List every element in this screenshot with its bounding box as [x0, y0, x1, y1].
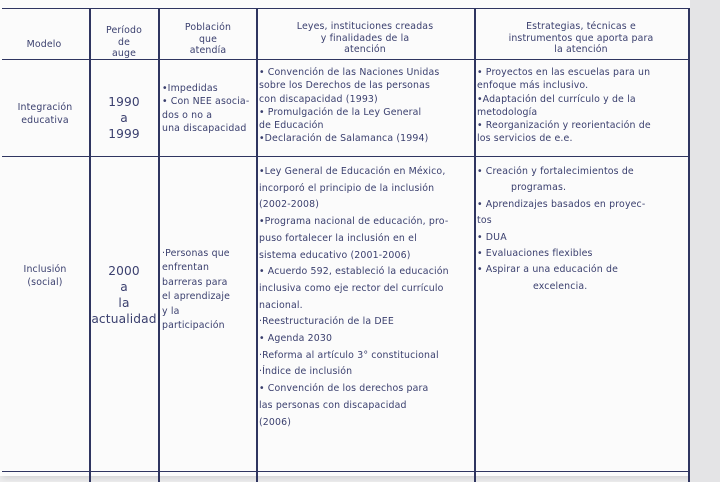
row2-estrategias: [477, 164, 687, 295]
cell-line: • Convención de las Naciones Unidas: [259, 67, 440, 78]
cell-line: nacional.: [259, 299, 303, 311]
table-top-border: [2, 8, 688, 9]
cell-line: ·Índice de inclusión: [259, 366, 353, 378]
cell-line: • Aspirar a una educación de: [477, 264, 619, 276]
cell-line: •Declaración de Salamanca (1994): [259, 133, 429, 145]
cell-line: • Convención de los derechos para: [259, 383, 429, 395]
cell-line: inclusiva como eje rector del currículo: [259, 282, 444, 294]
row2-periodo: [91, 263, 157, 327]
cell-line: excelencia.: [533, 280, 588, 292]
cell-line: tos: [477, 215, 492, 227]
header-line: atendía: [189, 45, 227, 57]
cell-line: de Educación: [259, 120, 324, 132]
header-line: la atención: [554, 44, 608, 56]
row-divider: [2, 156, 688, 157]
row1-estrategias: [477, 66, 687, 146]
cell-line: sistema educativo (2001-2006): [259, 249, 411, 261]
cell-line: las personas con discapacidad: [259, 399, 407, 411]
cell-line: •Programa nacional de educación, pro-: [259, 216, 449, 228]
cell-line: ·Personas que: [162, 248, 230, 259]
cell-line: • Promulgación de la Ley General: [259, 106, 422, 118]
cell-line: (2006): [259, 416, 292, 428]
cell-line: (2002-2008): [259, 199, 320, 211]
cell-line: dos o no a: [162, 109, 213, 121]
cell-line: (social): [27, 277, 63, 289]
cell-line: 1999: [108, 127, 140, 141]
row2-leyes: [259, 164, 473, 431]
cell-line: puso fortalecer la inclusión en el: [259, 232, 417, 244]
cell-line: • Creación y fortalecimientos de: [477, 166, 634, 177]
header-poblacion: [160, 22, 256, 57]
cell-line: • Acuerdo 592, estableció la educación: [259, 266, 449, 278]
cell-line: ·Reestructuración de la DEE: [259, 316, 394, 328]
cell-line: Inclusión: [23, 264, 67, 275]
cell-line: • Con NEE asocia-: [162, 96, 250, 108]
cell-line: •Adaptación del currículo y de la: [477, 93, 636, 105]
table-bottom-border: [2, 471, 688, 472]
cell-line: •Ley General de Educación en México,: [259, 166, 446, 177]
cell-line: participación: [162, 320, 225, 332]
cell-line: los servicios de e.e.: [477, 133, 573, 145]
header-line: que: [198, 33, 218, 45]
cell-line: • Aprendizajes basados en proyec-: [477, 198, 646, 210]
cell-line: y la: [162, 305, 180, 317]
header-line: instrumentos que aporta para: [508, 32, 654, 44]
column-divider: [474, 8, 476, 482]
header-modelo-text: Modelo: [26, 39, 62, 50]
table-right-border: [688, 8, 690, 482]
cell-line: incorporó el principio de la inclusión: [259, 182, 435, 194]
cell-line: una discapacidad: [162, 122, 247, 134]
cell-line: 1990: [108, 95, 140, 109]
row1-leyes: [259, 66, 473, 146]
row2-poblacion: [162, 247, 255, 333]
cell-line: enfoque más inclusivo.: [477, 80, 589, 92]
row1-modelo: [4, 101, 86, 128]
header-line: Población: [184, 22, 232, 33]
row1-poblacion: [162, 82, 255, 135]
header-line: Leyes, instituciones creadas: [296, 21, 434, 32]
cell-line: el aprendizaje: [162, 291, 231, 303]
header-line: atención: [344, 44, 386, 56]
background-surface: [690, 0, 720, 482]
cell-line: ·Reforma al artículo 3° constitucional: [259, 349, 439, 361]
cell-line: sobre los Derechos de las personas: [259, 80, 431, 92]
row1-periodo: [91, 94, 157, 142]
cell-line: la: [118, 296, 130, 310]
header-estrategias: [476, 21, 686, 56]
cell-line: educativa: [21, 115, 69, 127]
cell-line: • Agenda 2030: [259, 333, 333, 345]
cell-line: •Impedidas: [162, 83, 218, 94]
column-divider: [89, 8, 91, 482]
header-line: de: [117, 36, 131, 48]
header-periodo: [91, 25, 157, 60]
cell-line: a: [120, 280, 128, 294]
cell-line: Integración: [17, 102, 73, 113]
cell-line: • Reorganización y reorientación de: [477, 120, 651, 132]
header-line: y finalidades de la: [320, 32, 410, 44]
cell-line: 2000: [108, 264, 140, 278]
column-divider: [256, 8, 258, 482]
cell-line: • DUA: [477, 231, 507, 243]
header-line: auge: [111, 48, 136, 60]
column-divider: [158, 8, 160, 482]
header-modelo: [4, 39, 84, 51]
row2-modelo: [4, 263, 86, 290]
cell-line: barreras para: [162, 276, 228, 288]
cell-line: metodología: [477, 106, 538, 118]
cell-line: actualidad: [91, 312, 157, 326]
header-leyes: [258, 21, 472, 56]
header-line: Período: [105, 25, 143, 36]
cell-line: • Proyectos en las escuelas para un: [477, 67, 651, 78]
cell-line: a: [120, 111, 128, 125]
cell-line: programas.: [511, 182, 567, 194]
cell-line: • Evaluaciones flexibles: [477, 248, 593, 260]
header-line: Estrategias, técnicas e: [526, 21, 636, 32]
cell-line: enfrentan: [162, 262, 210, 274]
cell-line: con discapacidad (1993): [259, 93, 378, 105]
